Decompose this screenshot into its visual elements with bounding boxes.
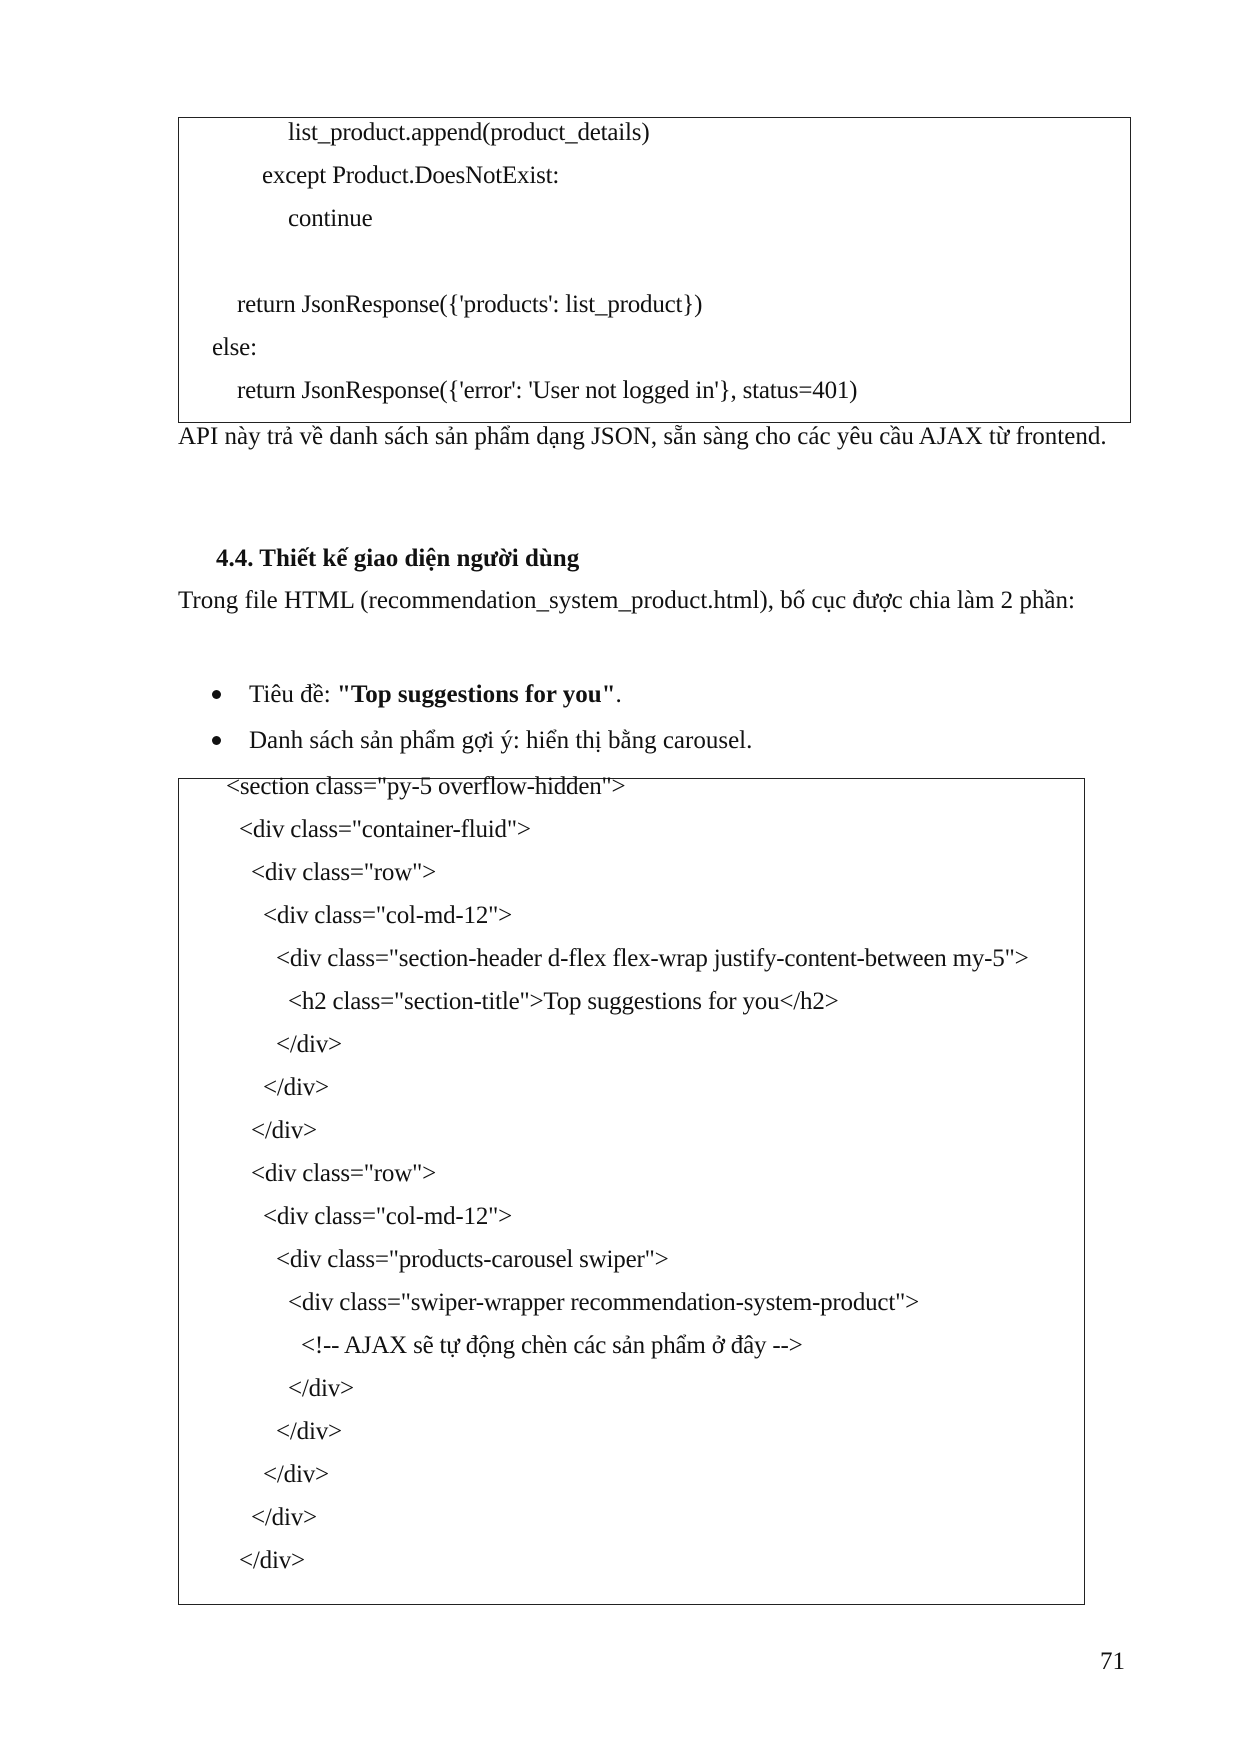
bullet-dot-icon — [212, 690, 221, 699]
code-line: <div class="products-carousel swiper"> — [276, 1246, 669, 1273]
bullet-text: . — [615, 681, 622, 708]
code-line: <!-- AJAX sẽ tự động chèn các sản phẩm ở đây --> — [301, 1332, 803, 1359]
code-line: </div> — [288, 1375, 354, 1402]
code-line: </div> — [251, 1117, 317, 1144]
code-line: else: — [212, 334, 257, 361]
code-line: </div> — [276, 1031, 342, 1058]
code-line: <div class="row"> — [251, 859, 436, 886]
code-line: return JsonResponse({'error': 'User not logged in'}, status=401) — [237, 377, 858, 404]
bullet-text: Tiêu đề: — [249, 681, 337, 708]
code-line: <div class="container-fluid"> — [239, 816, 531, 843]
code-line: <div class="col-md-12"> — [263, 902, 513, 929]
bullet-bold-text: "Top suggestions for you" — [336, 681, 616, 708]
bullet-item-title — [212, 678, 622, 712]
code-line: <section class="py-5 overflow-hidden"> — [226, 773, 626, 800]
code-line: return JsonResponse({'products': list_product}) — [237, 291, 703, 318]
code-line: </div> — [263, 1074, 329, 1101]
section-heading: 4.4. Thiết kế giao diện người dùng — [216, 545, 580, 572]
code-line: <div class="section-header d-flex flex-wrap justify-content-between my-5"> — [276, 945, 1029, 972]
code-line: </div> — [276, 1418, 342, 1445]
bullet-text: Danh sách sản phẩm gợi ý: hiển thị bằng carousel. — [249, 727, 753, 754]
code-line: list_product.append(product_details) — [288, 119, 650, 146]
page-number: 71 — [1100, 1648, 1125, 1675]
paragraph-api-description: API này trả về danh sách sản phẩm dạng JSON, sẵn sàng cho các yêu cầu AJAX từ frontend. — [178, 423, 1107, 450]
code-line: </div> — [239, 1547, 305, 1574]
code-line: <div class="col-md-12"> — [263, 1203, 513, 1230]
code-line: <div class="row"> — [251, 1160, 436, 1187]
bullet-item-list — [212, 724, 752, 758]
paragraph-layout-description: Trong file HTML (recommendation_system_product.html), bố cục được chia làm 2 phần: — [178, 587, 1075, 614]
code-line: </div> — [263, 1461, 329, 1488]
code-line: <div class="swiper-wrapper recommendation-system-product"> — [288, 1289, 919, 1316]
bullet-dot-icon — [212, 736, 221, 745]
code-line: </div> — [251, 1504, 317, 1531]
code-line: except Product.DoesNotExist: — [262, 162, 560, 189]
code-line: <h2 class="section-title">Top suggestions for you</h2> — [288, 988, 839, 1015]
code-line: continue — [288, 205, 373, 232]
